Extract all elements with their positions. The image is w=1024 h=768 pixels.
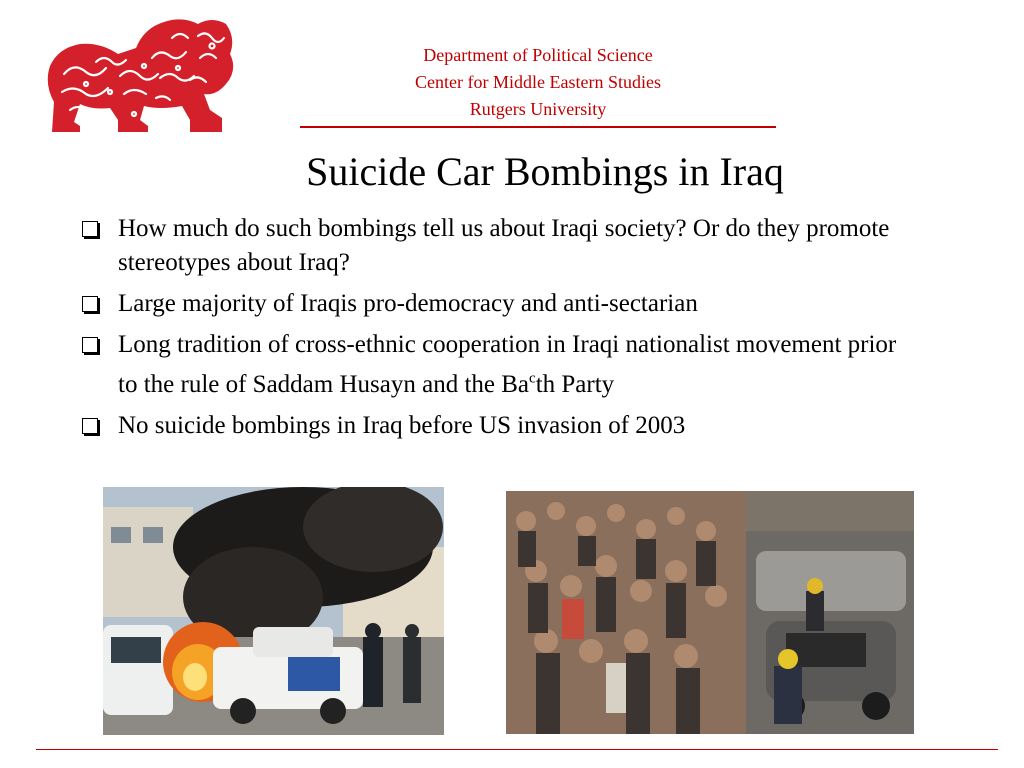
- header-department: Department of Political Science: [423, 45, 653, 65]
- header-center: Center for Middle Eastern Studies: [415, 72, 661, 92]
- bullet-text: No suicide bombings in Iraq before US invasion of 2003: [118, 412, 686, 440]
- slide-title: Suicide Car Bombings in Iraq: [306, 149, 784, 194]
- checkbox-bullet-icon: [82, 418, 98, 434]
- crowd-wreckage-photo: [506, 491, 914, 734]
- checkbox-bullet-icon: [82, 296, 98, 312]
- lion-logo: [40, 14, 240, 134]
- footer-divider: [36, 749, 998, 750]
- header-divider: [300, 126, 776, 128]
- bullet-item: [80, 409, 900, 443]
- bullet-list: [80, 212, 900, 450]
- bullet-text: Long tradition of cross-ethnic cooperation in Iraqi nationalist movement prior to the rule of Saddam Husayn and the Ba$^c$th Party: [118, 331, 897, 399]
- bullet-text: How much do such bombings tell us about Iraqi society? Or do they promote stereotypes about Iraq?: [118, 215, 890, 276]
- header-block: [300, 42, 776, 123]
- checkbox-bullet-icon: [82, 337, 98, 353]
- bullet-item: [80, 287, 900, 321]
- burning-car-photo: [103, 487, 444, 735]
- checkbox-bullet-icon: [82, 221, 98, 237]
- header-university: Rutgers University: [469, 99, 607, 119]
- bullet-text: Large majority of Iraqis pro-democracy and anti-sectarian: [118, 290, 698, 317]
- bullet-item: [80, 328, 900, 402]
- bullet-item: [80, 212, 900, 280]
